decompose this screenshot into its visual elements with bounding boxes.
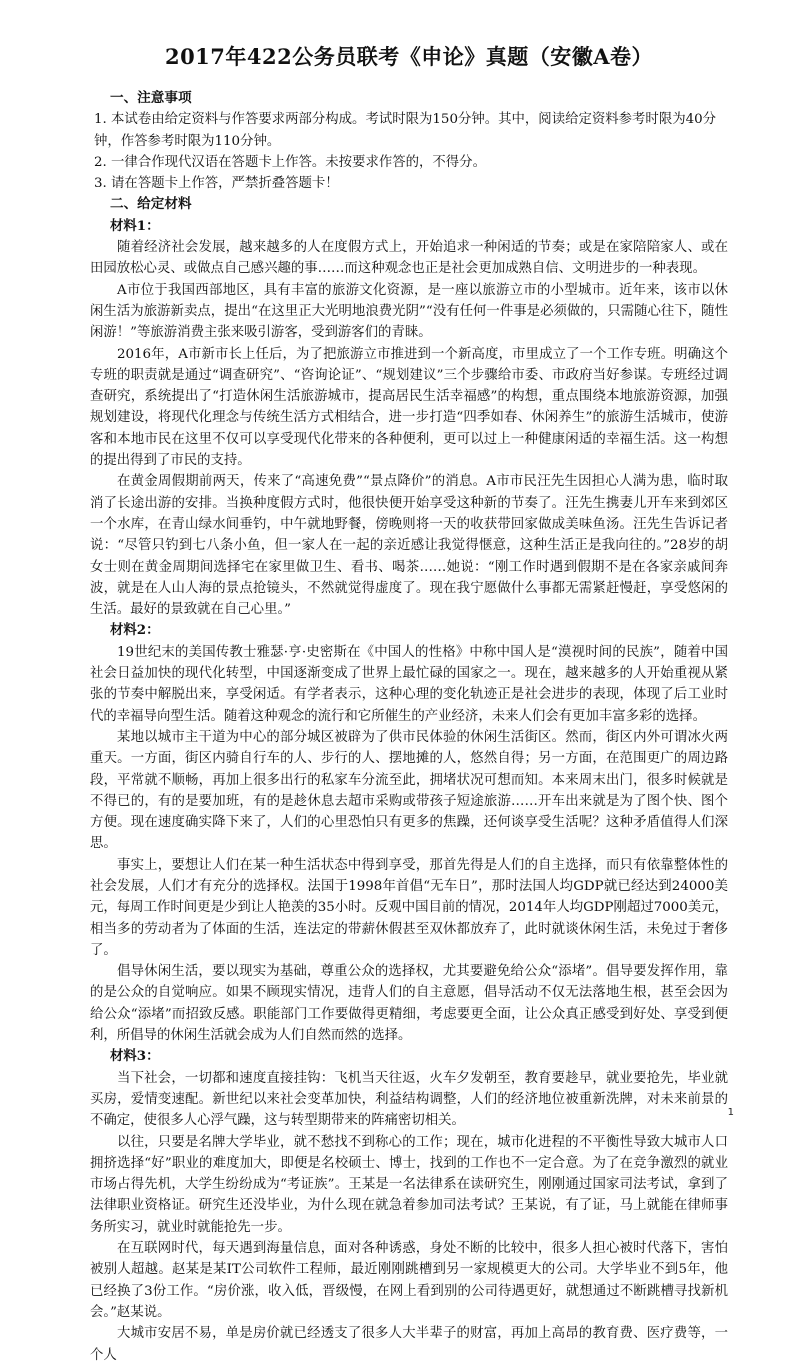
paragraph: 在互联网时代，每天遇到海量信息，面对各种诱惑，身处不断的比较中，很多人担心被时代落下，害怕被别人超越。赵某是某IT公司软件工程师，最近刚刚跳槽到另一家规模更大的公司。大学毕业不到5年，他已经换了3份工作。“房价涨，收入低，晋级慢，在网上看到别的公司待遇更好，就想通过不断跳槽寻找新机会。”赵某说。 [90,1241,728,1320]
paragraph: 以往，只要是名牌大学毕业，就不愁找不到称心的工作；现在，城市化进程的不平衡性导致大城市人口拥挤选择“好”职业的难度加大，即便是名校硕士、博士，找到的工作也不一定合意。为了在竞争激烈的就业市场占得先机，大学生纷纷成为“考证族”。王某是一名法律系在读研究生，刚刚通过国家司法考试，拿到了法律职业资格证。研究生还没毕业，为什么现在就急着参加司法考试？王某说，有了证，马上就能在律师事务所实习，就业时就能抢先一步。 [90,1134,728,1235]
paragraph: 2016年，A市新市长上任后，为了把旅游立市推进到一个新高度，市里成立了一个工作专班。明确这个专班的职责就是通过“调查研究”、“咨询论证”、“规划建议”三个步骤给市委、市政府当好参谋。专班经过调查研究，系统提出了“打造休闲生活旅游城市，提高居民生活幸福感”的构想，重点围绕本地旅游资源，加强规划建设，将现代化理念与传统生活方式相结合，进一步打造“四季如春、休闲养生”的旅游生活城市，使游客和本地市民在这里不仅可以享受现代化带来的各种便利，更可以过上一种健康闲适的幸福生活。这一构想的提出得到了市民的支持。 [90,346,728,469]
note-item-3: 3. 请在答题卡上作答，严禁折叠答题卡！ [94,176,339,192]
paragraph: 大城市安居不易，单是房价就已经透支了很多人大半辈子的财富，再加上高昂的教育费、医疗费等，一个人 [90,1326,728,1363]
note-item-2: 2. 一律合作现代汉语在答题卡上作答。未按要求作答的，不得分。 [94,154,486,170]
material-label-2: 材料2： [110,622,160,639]
note-item-1: 1. 本试卷由给定资料与作答要求两部分构成。考试时限为150分钟。其中，阅读给定资料参考时限为40分钟，作答参考时限为110分钟。 [94,112,717,149]
page-title: 2017年422公务员联考《申论》真题（安徽A卷） [164,44,654,69]
paragraph: 在黄金周假期前两天，传来了“高速免费”“景点降价”的消息。A市市民汪先生因担心人满为患，临时取消了长途出游的安排。当换种度假方式时，他很快便开始享受这种新的节奏了。汪先生携妻儿开车来到郊区一个水库，在青山绿水间垂钓，中午就地野餐，傍晚则将一天的收获带回家做成美味鱼汤。汪先生告诉记者说：“尽管只钓到七八条小鱼，但一家人在一起的亲近感让我觉得惬意，这种生活正是我向往的。”28岁的胡女士则在黄金周期间选择宅在家里做卫生、看书、喝茶……她说：“刚工作时遇到假期不是在各家亲戚间奔波，就是在人山人海的景点抢镜头，不然就觉得虚度了。现在我宁愿做什么事都无需紧赶慢赶，享受悠闲的生活。最好的景致就在自己心里。” [90,474,728,618]
paragraph: 19世纪末的美国传教士雅瑟·亨·史密斯在《中国人的性格》中称中国人是“漠视时间的民族”，随着中国社会日益加快的现代化转型，中国逐渐变成了世界上最忙碌的国家之一。现在，越来越多的人开始重视从紧张的节奏中解脱出来，享受闲适。有学者表示，这种心理的变化轨迹正是社会进步的表现，体现了后工业时代的幸福导向型生活。随着这种观念的流行和它所催生的产业经济，未来人们会有更加丰富多彩的选择。 [90,644,728,724]
section-heading-materials: 二、给定材料 [110,196,192,213]
paragraph: 随着经济社会发展，越来越多的人在度假方式上，开始追求一种闲适的节奏；或是在家陪陪家人、或在田园放松心灵、或做点自己感兴趣的事……而这种观念也正是社会更加成熟自信、文明进步的一种表现。 [90,240,728,277]
material-label-3: 材料3： [110,1048,160,1065]
section-heading-notes: 一、注意事项 [110,90,192,106]
material-label-1: 材料1： [110,217,160,234]
paragraph: A市位于我国西部地区，具有丰富的旅游文化资源，是一座以旅游立市的小型城市。近年来，该市以休闲生活为旅游新卖点，提出“在这里正大光明地浪费光阴”“没有任何一件事是必须做的，只需随心往下，随性闲游！”等旅游消费主张来吸引游客，受到游客们的青睐。 [90,282,728,341]
page-number: 1 [727,1107,734,1118]
paragraph: 倡导休闲生活，要以现实为基础，尊重公众的选择权，尤其要避免给公众“添堵”。倡导要发挥作用，靠的是公众的自觉响应。如果不顾现实情况，违背人们的自主意愿，倡导活动不仅无法落地生根，甚至会因为给公众“添堵”而招致反感。职能部门工作要做得更精细，考虑要更全面，让公众真正感受到好处、享受到便利，所倡导的休闲生活就会成为人们自然而然的选择。 [90,964,728,1044]
paragraph: 某地以城市主干道为中心的部分城区被辟为了供市民体验的休闲生活街区。然而，街区内外可谓冰火两重天。一方面，街区内骑自行车的人、步行的人、摆地摊的人，悠然自得；另一方面，在范围更广的周边路段，平常就不顺畅，再加上很多出行的私家车分流至此，拥堵状况可想而知。本来周末出门，很多时候就是不得已的，有的是要加班，有的是趁休息去超市采购或带孩子短途旅游……开车出来就是为了图个快、图个方便。现在速度确实降下来了，人们的心里恐怕只有更多的焦躁，还何谈享受生活呢？这种矛盾值得人们深思。 [90,729,728,852]
paragraph: 当下社会，一切都和速度直接挂钩：飞机当天往返，火车夕发朝至，教育要趁早，就业要抢先，毕业就买房，爱情变速配。新世纪以来社会变革加快，利益结构调整，人们的经济地位被重新洗牌，对未来前景的不确定，使很多人心浮气躁，这与转型期带来的阵痛密切相关。 [90,1070,728,1129]
paragraph: 事实上，要想让人们在某一种生活状态中得到享受，那首先得是人们的自主选择，而只有依靠整体性的社会发展，人们才有充分的选择权。法国于1998年首倡“无车日”，那时法国人均GDP就已经达到24000美元，每周工作时间更是少到让人艳羡的35小时。反观中国目前的情况，2014年人均GDP刚超过7000美元，相当多的劳动者为了体面的生活，连法定的带薪休假甚至双休都放弃了，此时就谈休闲生活，未免过于奢侈了。 [90,857,728,958]
